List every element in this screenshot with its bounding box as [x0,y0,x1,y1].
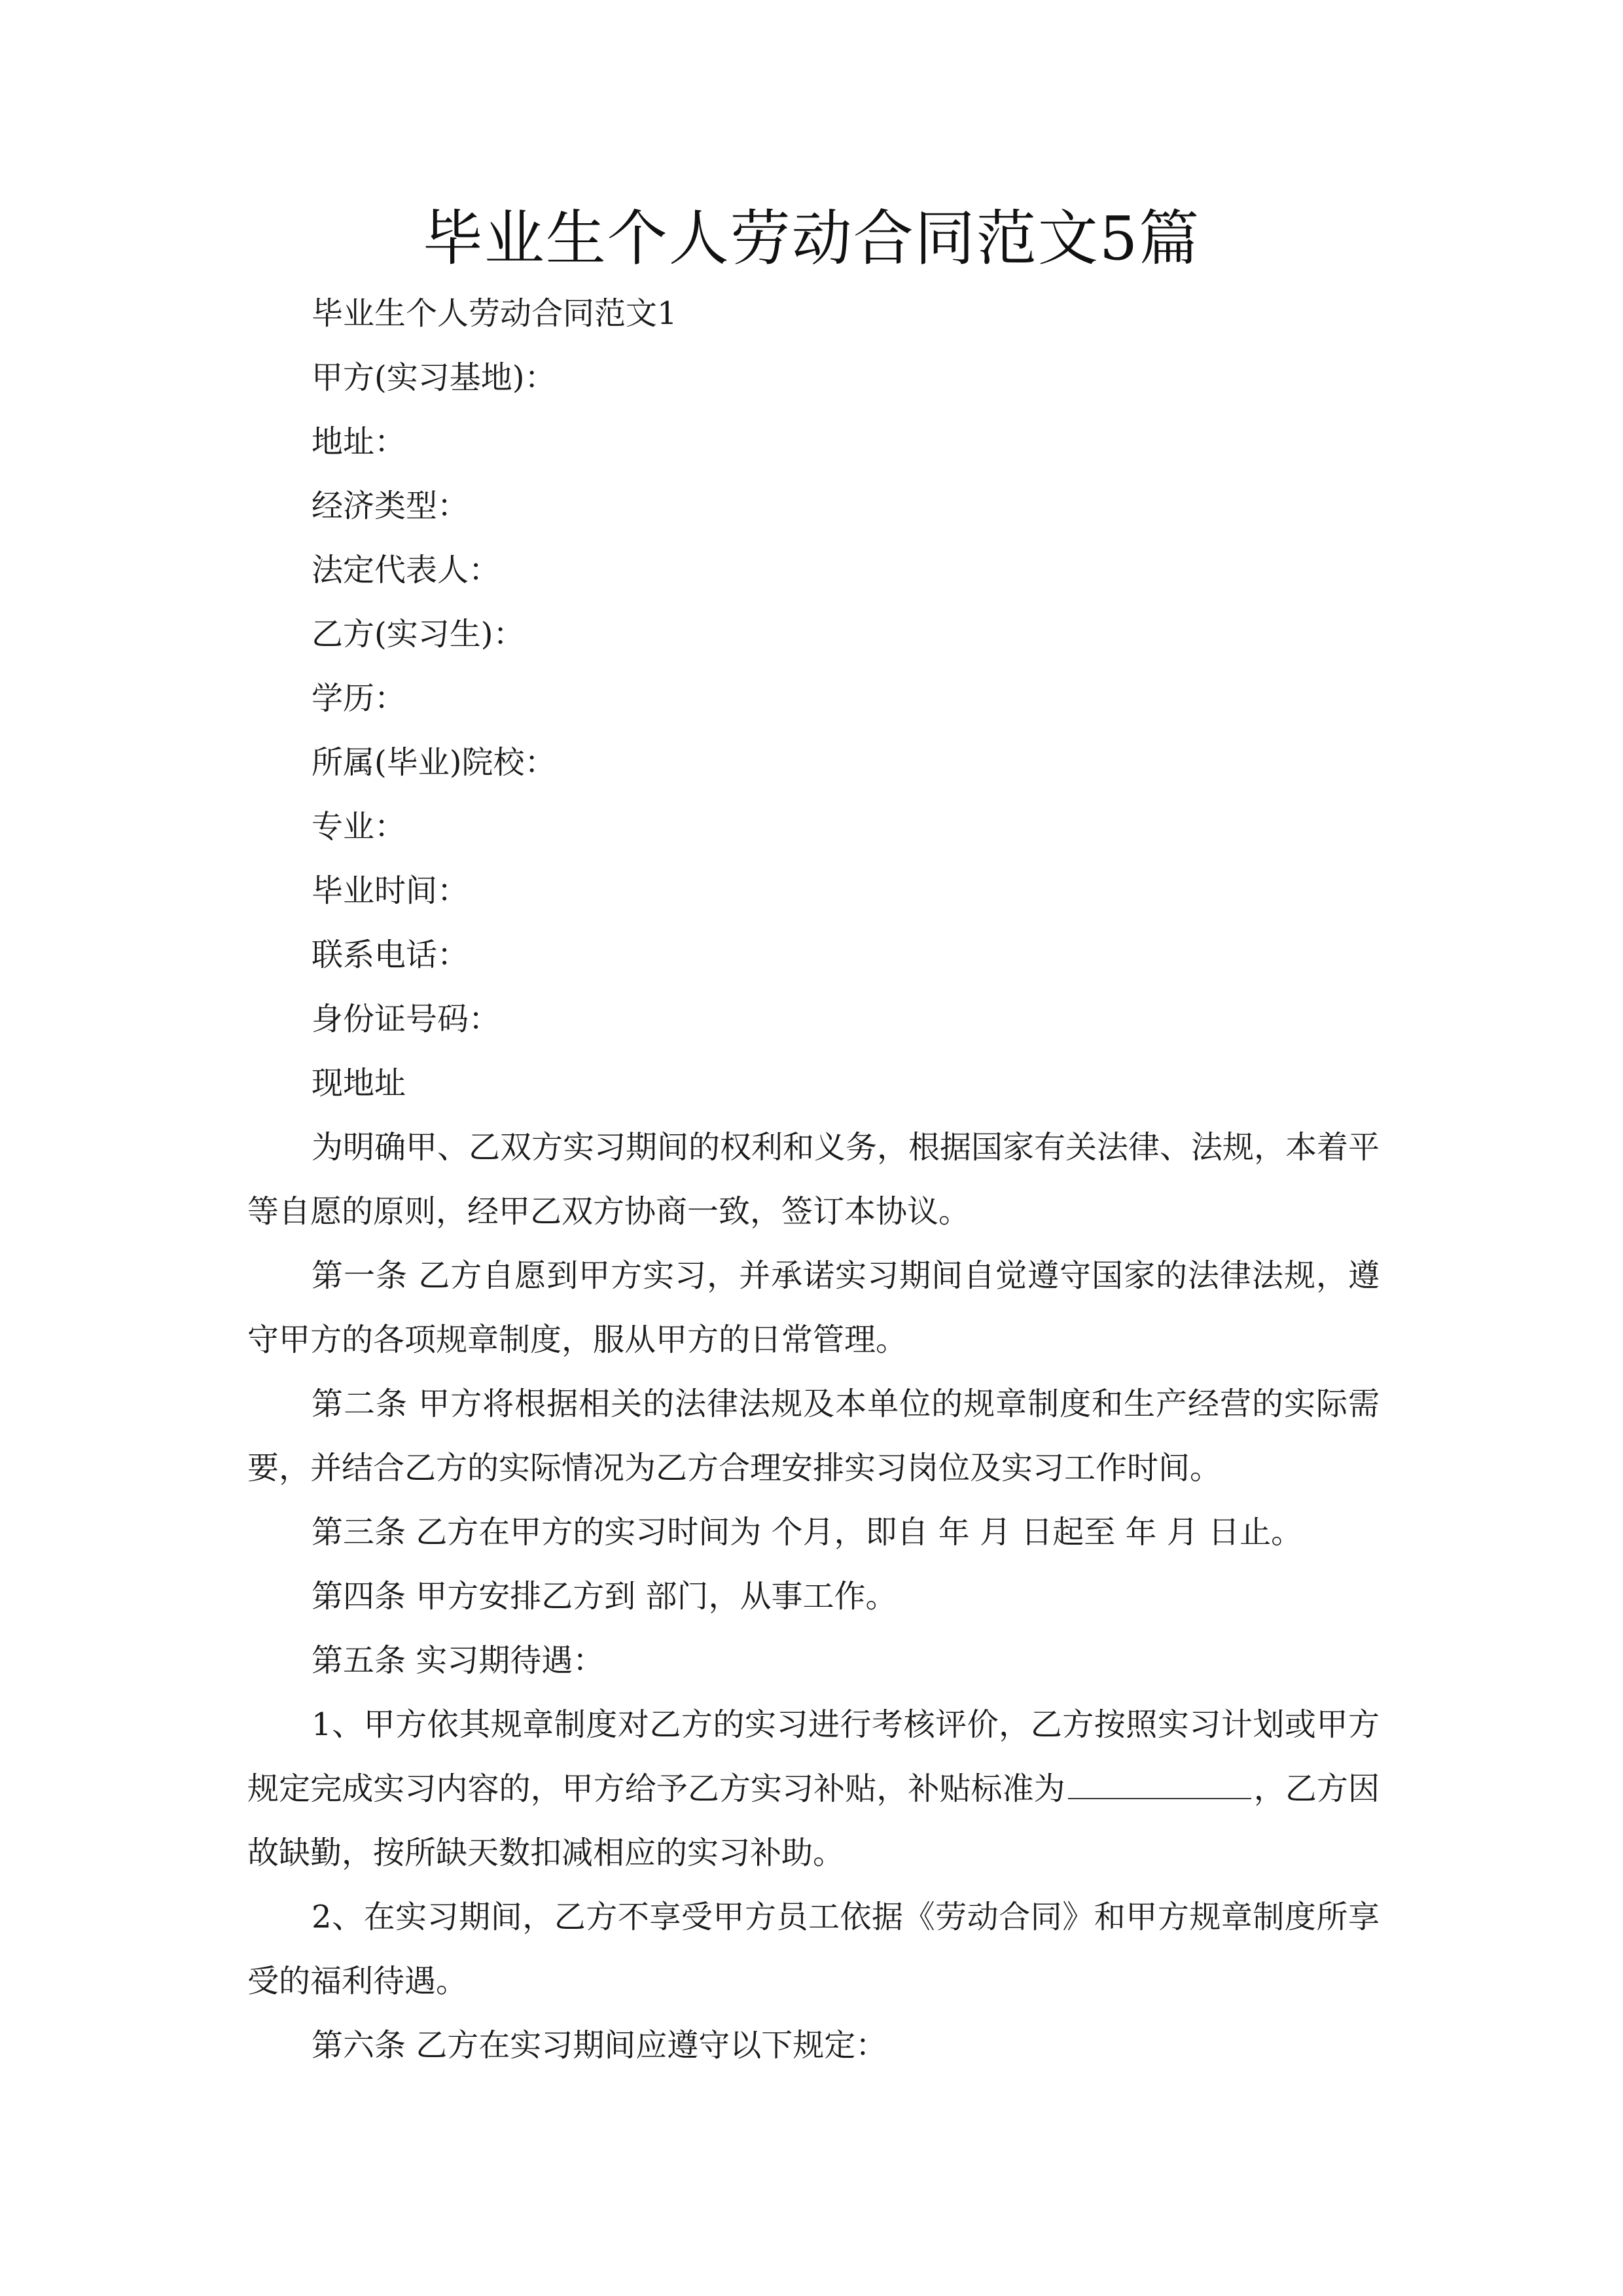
paragraph-article-5: 第五条 实习期待遇： [312,1642,605,1679]
field-school: 所属(毕业)院校： [312,744,556,781]
paragraph-item-2: 2、在实习期间，乙方不享受甲方员工依据《劳动合同》和甲方规章制度所享受的福利待遇。 [247,1899,1380,2000]
paragraph-article-2: 第二条 甲方将根据相关的法律法规及本单位的规章制度和生产经营的实际需要，并结合乙方的实际情况为乙方合理安排实习岗位及实习工作时间。 [247,1386,1380,1486]
paragraph-article-6: 第六条 乙方在实习期间应遵守以下规定： [312,2027,887,2064]
contract-subtitle: 毕业生个人劳动合同范文1 [312,295,677,332]
document-body [247,281,1380,2077]
field-current-address: 现地址 [312,1065,406,1102]
paragraph-article-4: 第四条 甲方安排乙方到 部门，从事工作。 [312,1578,897,1615]
paragraph-article-1: 第一条 乙方自愿到甲方实习，并承诺实习期间自觉遵守国家的法律法规，遵守甲方的各项规章制度，服从甲方的日常管理。 [247,1257,1380,1358]
field-economic-type: 经济类型： [312,488,469,524]
item-1-text-before: 1、甲方依其规章制度对乙方的实习进行考核评价，乙方按照实习计划或甲方规定完成实习内容的，甲方给予乙方实习补贴，补贴标准为 [247,1706,1380,1807]
field-party-a: 甲方(实习基地)： [312,359,556,396]
document-title: 毕业生个人劳动合同范文5篇 [422,204,1201,274]
field-legal-representative: 法定代表人： [312,552,501,588]
paragraph-intro: 为明确甲、乙双方实习期间的权利和义务，根据国家有关法律、法规，本着平等自愿的原则，经甲乙双方协商一致，签订本协议。 [247,1129,1380,1230]
item-1-text-after: ，乙方因故缺勤，按所缺天数扣减相应的实习补助。 [247,1770,1380,1871]
field-phone: 联系电话： [312,937,469,973]
field-graduation-time: 毕业时间： [312,872,469,909]
paragraph-item-1 [247,1693,1380,1885]
field-id-number: 身份证号码： [312,1001,501,1037]
field-address: 地址： [312,423,406,460]
field-major: 专业： [312,808,406,845]
field-party-b: 乙方(实习生)： [312,616,525,653]
field-education: 学历： [312,680,406,717]
subsidy-blank [1068,1769,1251,1799]
paragraph-article-3: 第三条 乙方在甲方的实习时间为 个月，即自 年 月 日起至 年 月 日止。 [312,1514,1303,1551]
